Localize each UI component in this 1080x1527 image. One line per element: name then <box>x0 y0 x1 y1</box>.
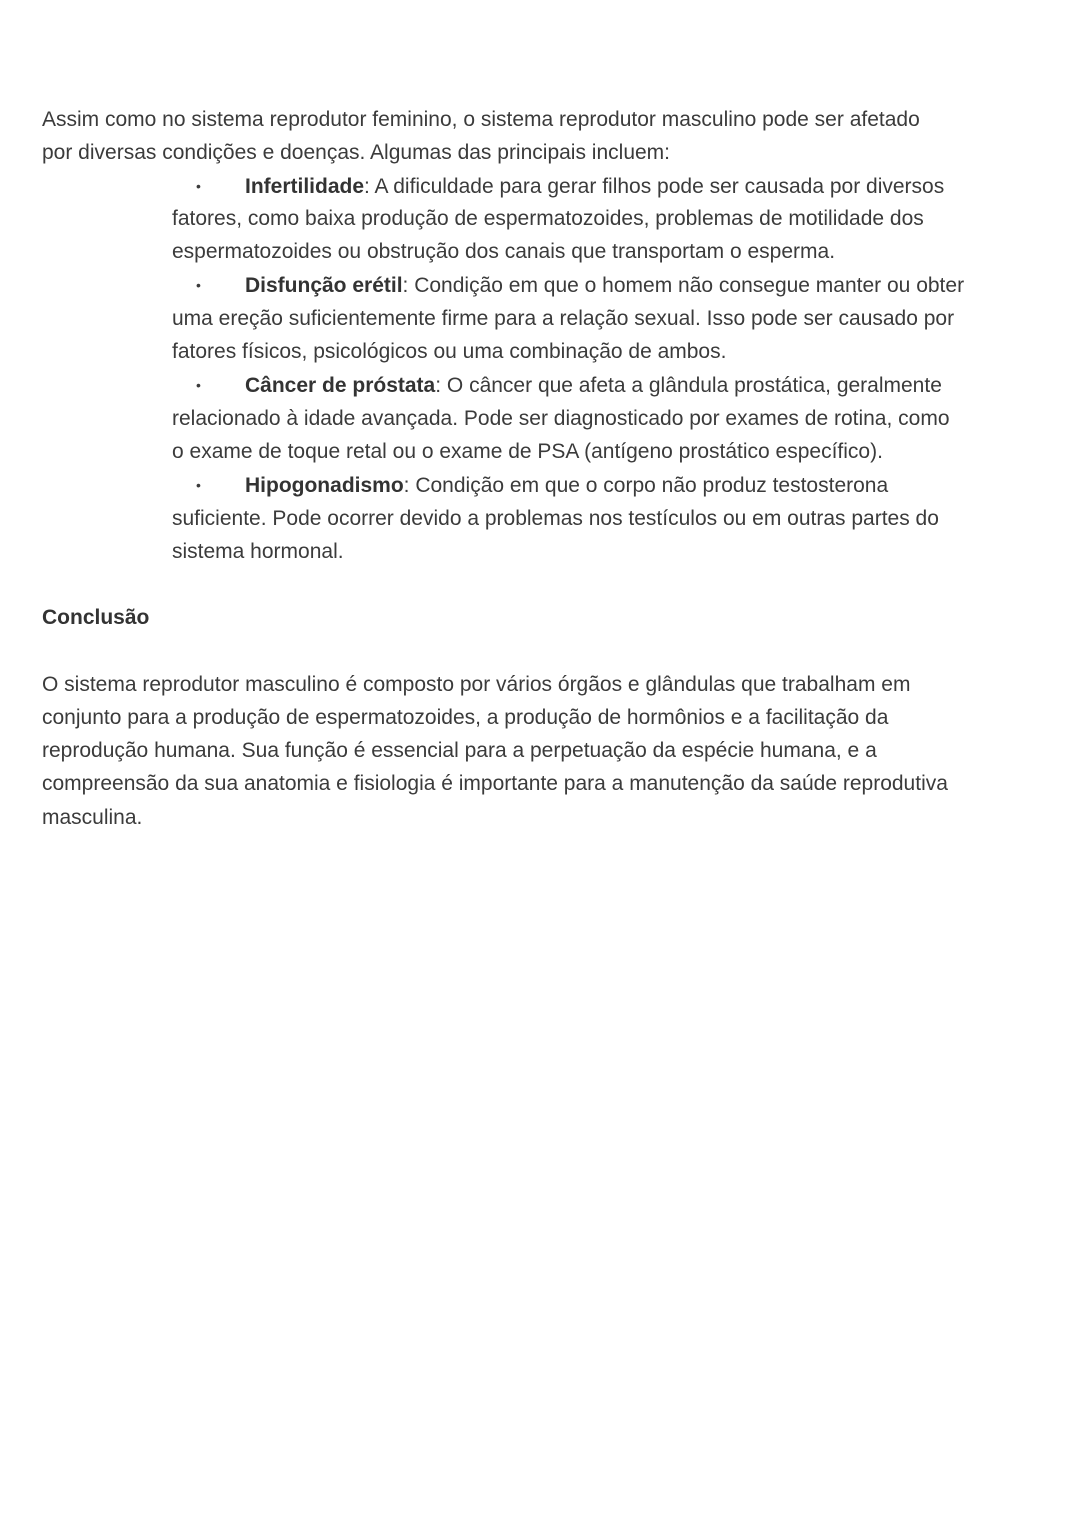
conclusion-line: compreensão da sua anatomia e fisiologia é importante para a manutenção da saúde reprodutiva <box>42 772 948 795</box>
item-text: : Condição em que o homem não consegue manter ou obter <box>402 274 965 297</box>
item-text: o exame de toque retal ou o exame de PSA (antígeno prostático específico). <box>172 440 883 463</box>
intro-line: por diversas condições e doenças. Algumas das principais incluem: <box>42 141 671 164</box>
intro-line: Assim como no sistema reprodutor feminino, o sistema reprodutor masculino pode ser afetado <box>42 108 920 131</box>
section-heading: Conclusão <box>42 606 150 629</box>
item-term: Infertilidade <box>245 175 365 198</box>
item-text: relacionado à idade avançada. Pode ser diagnosticado por exames de rotina, como <box>172 407 950 430</box>
item-text: fatores físicos, psicológicos ou uma combinação de ambos. <box>172 340 727 363</box>
bullet-icon: • <box>196 377 201 393</box>
bullet-icon: • <box>196 178 201 194</box>
conclusion-line: reprodução humana. Sua função é essencial para a perpetuação da espécie humana, e a <box>42 739 877 762</box>
list-item <box>245 469 888 502</box>
item-text: suficiente. Pode ocorrer devido a problemas nos testículos ou em outras partes do <box>172 507 939 530</box>
item-term: Disfunção erétil <box>245 274 403 297</box>
list-item <box>245 369 942 402</box>
item-term: Câncer de próstata <box>245 374 436 397</box>
item-text: : A dificuldade para gerar filhos pode ser causada por diversos <box>364 175 945 198</box>
list-item <box>245 170 944 203</box>
conclusion-line: masculina. <box>42 806 143 829</box>
conclusion-line: O sistema reprodutor masculino é composto por vários órgãos e glândulas que trabalham em <box>42 673 911 696</box>
item-text: sistema hormonal. <box>172 540 344 563</box>
bullet-icon: • <box>196 477 201 493</box>
list-item <box>245 269 964 302</box>
item-text: : Condição em que o corpo não produz testosterona <box>403 474 889 497</box>
item-text: espermatozoides ou obstrução dos canais que transportam o esperma. <box>172 240 836 263</box>
item-text: uma ereção suficientemente firme para a relação sexual. Isso pode ser causado por <box>172 307 955 330</box>
bullet-icon: • <box>196 277 201 293</box>
item-text: : O câncer que afeta a glândula prostática, geralmente <box>435 374 942 397</box>
item-text: fatores, como baixa produção de espermatozoides, problemas de motilidade dos <box>172 207 924 230</box>
item-term: Hipogonadismo <box>245 474 404 497</box>
conclusion-line: conjunto para a produção de espermatozoides, a produção de hormônios e a facilitação da <box>42 706 889 729</box>
